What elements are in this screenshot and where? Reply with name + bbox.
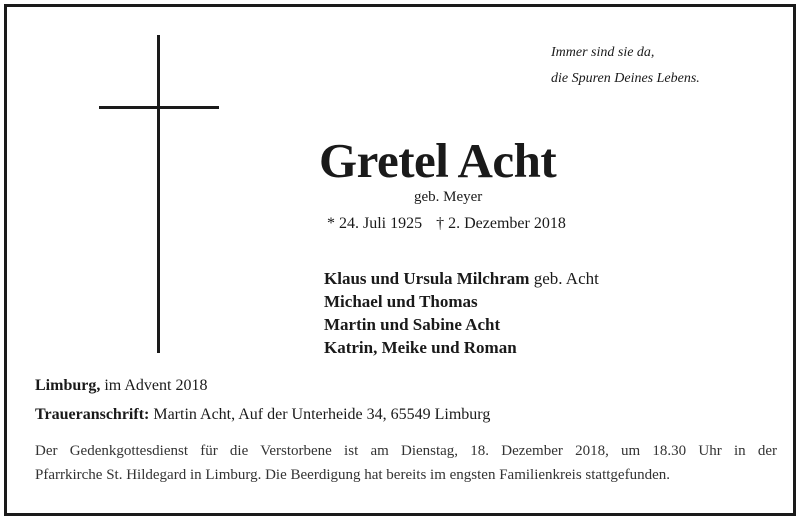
mourners-list (324, 267, 599, 359)
address-label: Traueranschrift: (35, 406, 150, 423)
cross-icon-vertical (157, 35, 160, 353)
mourner-row (324, 336, 599, 359)
notice-line-1: Der Gedenkgottesdienst für die Verstorbene ist am Dienstag, 18. Dezember 2018, um 18.30 Uhr in der (35, 443, 777, 459)
place-and-time (35, 377, 207, 395)
mourner-row (324, 313, 599, 336)
service-notice (35, 439, 777, 487)
place-time: im Advent 2018 (100, 377, 208, 394)
maiden-name: geb. Meyer (414, 189, 483, 205)
notice-line-2: Pfarrkirche St. Hildegard in Limburg. Die Beerdigung hat bereits im engsten Familienkreis stattgefunden. (35, 467, 670, 483)
cross-icon-horizontal (99, 106, 219, 109)
deceased-name: Gretel Acht (319, 133, 557, 188)
quote-line-1: Immer sind sie da, (551, 45, 655, 60)
place-city: Limburg, (35, 377, 101, 394)
mourner-names: Martin und Sabine Acht (324, 315, 501, 334)
mourning-address (35, 406, 490, 424)
birth-date: * 24. Juli 1925 (327, 215, 423, 232)
mourner-names: Katrin, Meike und Roman (324, 338, 517, 357)
life-dates (327, 215, 566, 233)
mourner-names: Michael und Thomas (324, 292, 478, 311)
memorial-quote (551, 40, 700, 92)
mourner-row (324, 290, 599, 313)
mourner-row (324, 267, 599, 290)
death-date: † 2. Dezember 2018 (436, 215, 566, 232)
address-value: Martin Acht, Auf der Unterheide 34, 65549 Limburg (149, 406, 491, 423)
mourner-suffix: geb. Acht (529, 269, 599, 288)
quote-line-2: die Spuren Deines Lebens. (551, 71, 700, 86)
mourner-names: Klaus und Ursula Milchram (324, 269, 530, 288)
